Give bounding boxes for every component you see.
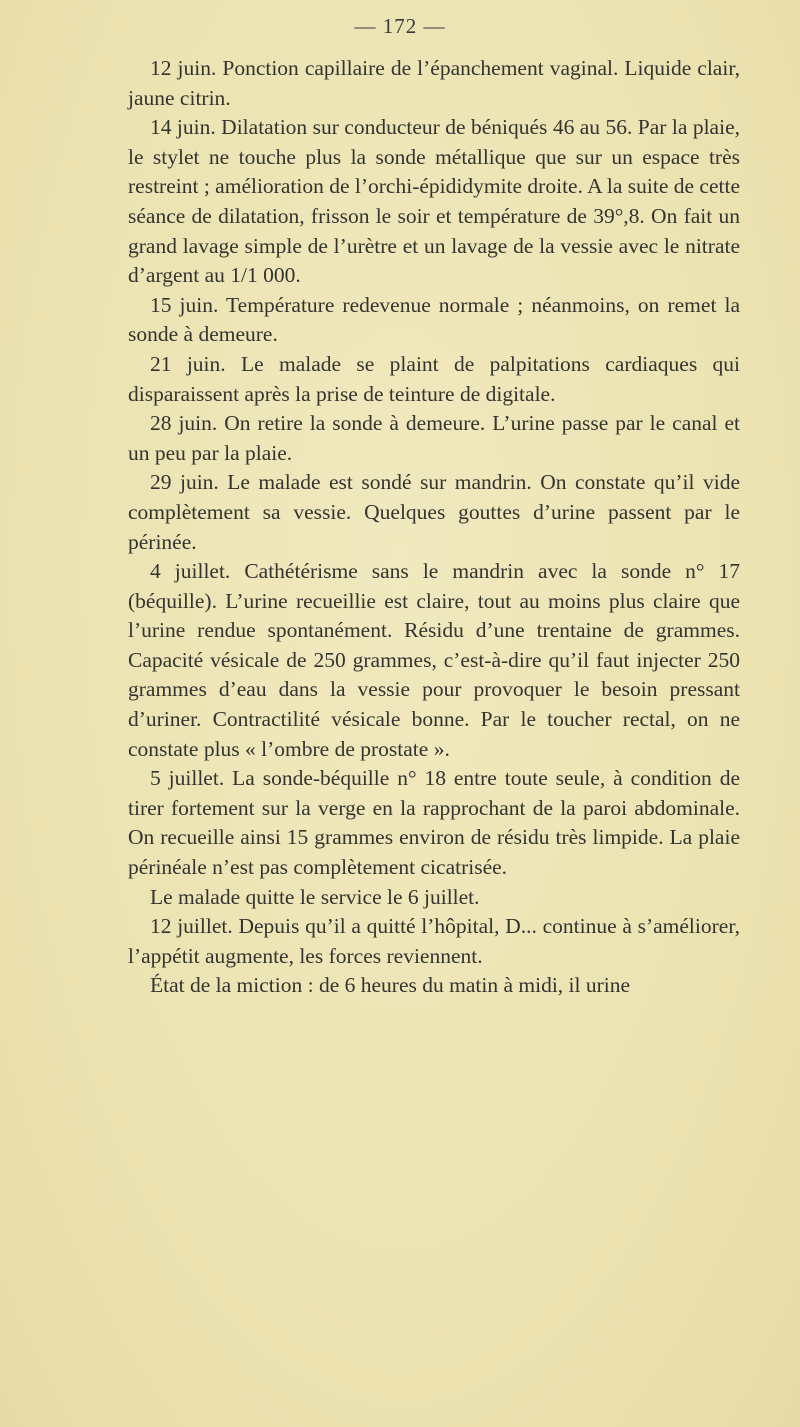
paragraph-4-juillet: 4 juillet. Cathétérisme sans le mandrin avec la sonde n° 17 (béquille). L’urine recueillie est claire, tout au moins plus claire que l’urine rendue spontanément. Résidu d’une trentaine de grammes. Capacité vésicale de 250 grammes, c’est-à-dire qu’il faut injecter 250 grammes d’eau dans la vessie pour provoquer le besoin pressant d’uriner. Contractilité vésicale bonne. Par le toucher rectal, on ne constate plus « l’ombre de prostate ». (128, 559, 740, 761)
paragraph-29-juin: 29 juin. Le malade est sondé sur mandrin. On constate qu’il vide complètement sa vessie. Quelques gouttes d’urine passent par le périnée. (128, 470, 740, 554)
paragraph-14-juin: 14 juin. Dilatation sur conducteur de béniqués 46 au 56. Par la plaie, le stylet ne touche plus la sonde métallique que sur un espace très restreint ; amélioration de l’orchi-épididymite droite. A la suite de cette séance de dilatation, frisson le soir et température de 39°,8. On fait un grand lavage simple de l’urètre et un lavage de la vessie avec le nitrate d’argent au 1/1 000. (128, 115, 740, 288)
paragraph-5-juillet: 5 juillet. La sonde-béquille n° 18 entre toute seule, à condition de tirer fortement sur la verge en la rapprochant de la paroi abdominale. On recueille ainsi 15 grammes environ de résidu très limpide. La plaie périnéale n’est pas complètement cicatrisée. (128, 766, 740, 880)
paragraph-15-juin: 15 juin. Température redevenue normale ; néanmoins, on remet la sonde à demeure. (128, 292, 740, 347)
paragraph-28-juin: 28 juin. On retire la sonde à demeure. L’urine passe par le canal et un peu par la plaie. (128, 411, 740, 465)
body-text (128, 54, 740, 1001)
paragraph-etat-miction: État de la miction : de 6 heures du matin à midi, il urine (150, 973, 631, 998)
paragraph-12-juillet: 12 juillet. Depuis qu’il a quitté l’hôpital, D... continue à s’améliorer, l’appétit augmente, les forces reviennent. (128, 914, 740, 968)
page-number: — 172 — (354, 14, 446, 38)
paragraph-21-juin: 21 juin. Le malade se plaint de palpitations cardiaques qui disparaissent après la prise de teinture de digitale. (128, 351, 740, 406)
paragraph-sortie: Le malade quitte le service le 6 juillet. (150, 884, 480, 909)
paragraph-12-juin: 12 juin. Ponction capillaire de l’épanchement vaginal. Liquide clair, jaune citrin. (128, 56, 740, 110)
